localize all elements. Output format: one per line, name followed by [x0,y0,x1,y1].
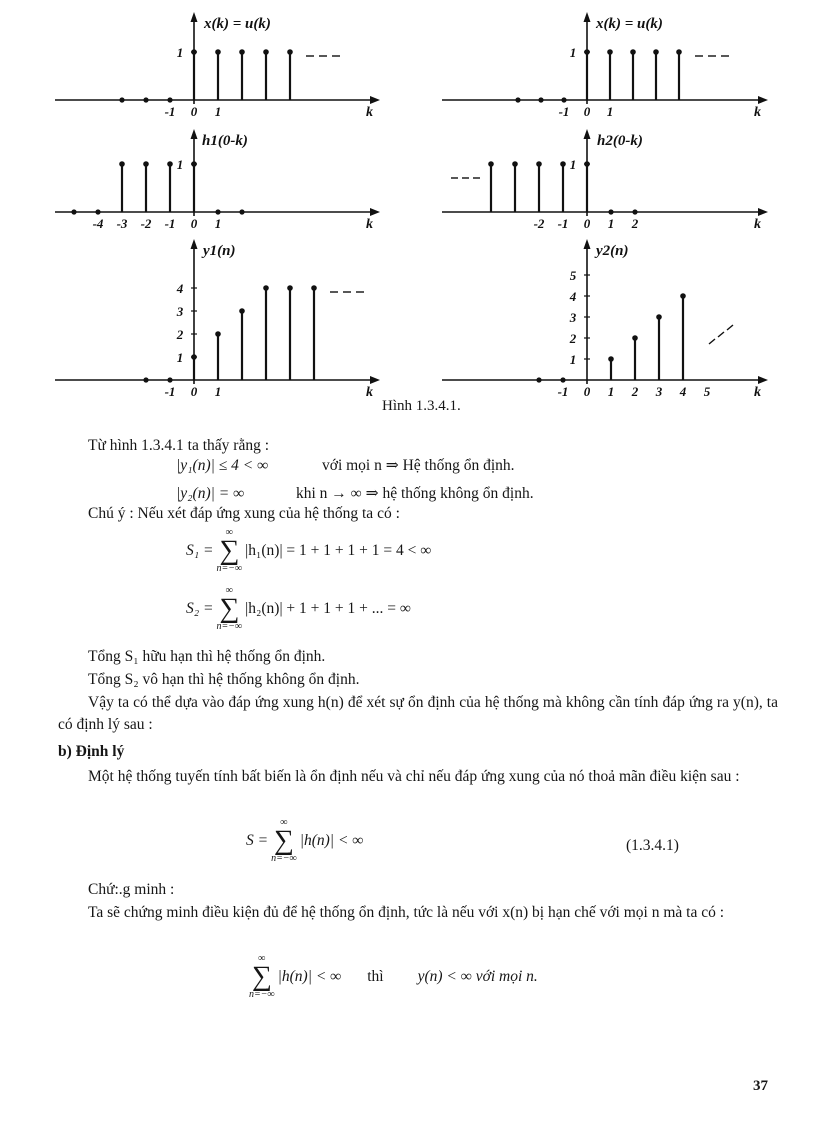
tick-label: 0 [190,104,198,119]
plot-title: h2(0-k) [597,133,643,149]
stem-head [287,285,293,291]
axis-label: k [754,217,761,232]
stem-head [608,356,614,362]
plot-title: y1(n) [203,243,236,259]
plot-x-left [55,12,380,120]
y-tick-label: 1 [176,45,184,60]
stem-head [119,161,125,167]
stem-head [311,285,317,291]
tick-label: 0 [190,384,198,399]
y2-condition: |y₂(n)| = ∞ [176,485,245,502]
sigma-symbol: ∞ ∑ n=−∞ [216,527,243,574]
tick-label: 2 [631,216,639,231]
page-number: 37 [753,1078,768,1094]
zero-sample [167,97,172,102]
s1-note: Tổng S₁ hữu hạn thì hệ thống ổn định. [88,648,326,665]
tick-label: -1 [164,104,176,119]
y-tick-label: 1 [569,352,577,367]
stem-head [167,161,173,167]
y-tick-label: 2 [176,327,184,342]
sum-lower-limit: n=−∞ [216,621,243,632]
tick-label: 1 [606,104,614,119]
tick-label: 1 [214,104,222,119]
tick-label: 1 [607,384,615,399]
final-statement [246,954,538,1000]
stem-head [191,161,197,167]
x-axis-arrow [370,96,380,104]
stem-head [680,293,686,299]
sigma-symbol: ∞ ∑ n=−∞ [249,953,275,1000]
paragraph-theorem: Một hệ thống tuyến tính bất biến là ổn định nếu và chỉ nếu đáp ứng xung của nó thoả mãn điều kiện sau : [88,768,740,785]
tick-label: 0 [583,384,591,399]
plot-h1 [55,129,380,232]
continuation-dash [718,332,724,337]
equation-number: (1.3.4.1) [626,837,679,854]
x-axis-arrow [370,376,380,384]
y-axis-arrow [191,239,198,249]
proof-label: Chứ:.g minh : [88,881,175,898]
tick-label: -1 [164,384,176,399]
tick-label: 0 [583,104,591,119]
y-tick-label: 1 [569,45,577,60]
stem-head [239,308,245,314]
sum-upper-limit: ∞ [225,585,233,596]
tick-label: -4 [92,216,104,231]
tick-label: 2 [631,384,639,399]
tick-label: -1 [557,216,569,231]
axis-label: k [366,385,373,400]
stem-head [191,354,197,360]
axis-label: k [366,105,373,120]
s1-lhs: S₁ = [186,542,214,559]
tick-label: -1 [557,384,569,399]
x-axis-arrow [370,208,380,216]
stem-head [263,285,269,291]
tick-label: 0 [583,216,591,231]
stem-head [287,49,293,55]
tick-label: -3 [116,216,128,231]
zero-sample [215,209,220,214]
stem-head [632,335,638,341]
stem-head [215,331,221,337]
x-axis-arrow [758,376,768,384]
figure-1-3-4-1 [0,0,816,400]
continuation-dash [727,325,733,330]
stem-head [584,161,590,167]
stem-head [536,161,542,167]
y-axis-arrow [584,129,591,139]
sigma-symbol: ∞ ∑ n=−∞ [216,585,243,632]
y-tick-label: 3 [176,304,184,319]
y-axis-arrow [584,239,591,249]
tick-label: 3 [655,384,663,399]
tick-label: 1 [607,216,615,231]
stem-head [512,161,518,167]
y1-condition: |y₁(n)| ≤ 4 < ∞ [176,457,269,474]
sum-upper-limit: ∞ [280,817,288,828]
y-tick-label: 1 [176,350,184,365]
plot-title: h1(0-k) [202,133,248,149]
zero-sample [239,209,244,214]
y2-conclusion: khi n → ∞ ⇒ hệ thống không ổn định. [296,485,534,502]
stem-head [630,49,636,55]
x-axis-arrow [758,208,768,216]
sum-lower-limit: n=−∞ [216,563,243,574]
tick-label: -2 [533,216,545,231]
sum-upper-limit: ∞ [225,527,233,538]
sum-upper-limit: ∞ [258,953,266,964]
axis-label: k [754,105,761,120]
y-axis-arrow [191,129,198,139]
paragraph-impulse: Vậy ta có thể dựa vào đáp ứng xung h(n) để xét sự ổn định của hệ thống mà không cần tính đáp ứng ra y(n), ta có định lý sau : [58,694,778,733]
y-axis-arrow [191,12,198,22]
sum-lower-limit: n=−∞ [271,853,297,864]
zero-sample [167,377,172,382]
theorem-lhs: S = [246,832,269,849]
stem-head [239,49,245,55]
zero-sample [71,209,76,214]
plot-h2 [442,129,768,232]
y-tick-label: 5 [569,268,577,283]
intro-text: Từ hình 1.3.4.1 ta thấy rằng : [88,437,270,454]
tick-label: 4 [679,384,687,399]
y1-conclusion: với mọi n ⇒ Hệ thống ổn định. [322,457,515,474]
y-tick-label: 1 [176,157,184,172]
tick-label: 0 [190,216,198,231]
tick-label: -2 [140,216,152,231]
s2-term: |h₂(n)| + 1 + 1 + 1 + ... = ∞ [245,600,411,617]
zero-sample [538,97,543,102]
section-heading: b) Định lý [58,743,125,760]
plot-title: y2(n) [596,243,629,259]
zero-sample [143,97,148,102]
axis-label: k [754,385,761,400]
continuation-dash [709,339,715,344]
y-tick-label: 1 [569,157,577,172]
stem-head [215,49,221,55]
plot-y2 [442,239,768,400]
x-axis-arrow [758,96,768,104]
stem-head [584,49,590,55]
zero-sample [536,377,541,382]
final-term: |h(n)| < ∞ [277,968,342,985]
y-tick-label: 2 [569,331,577,346]
zero-sample [515,97,520,102]
stem-head [560,161,566,167]
plot-y1 [55,239,380,400]
stem-head [607,49,613,55]
sum-lower-limit: n=−∞ [249,989,275,1000]
stem-head [653,49,659,55]
zero-sample [95,209,100,214]
paragraph-proof: Ta sẽ chứng minh điều kiện đủ để hệ thống ổn định, tức là nếu với x(n) bị hạn chế với mọi n mà ta có : [88,904,725,921]
stem-head [656,314,662,320]
y-axis-arrow [584,12,591,22]
zero-sample [119,97,124,102]
stem-head [263,49,269,55]
plot-title: x(k) = u(k) [204,16,271,32]
final-conclusion: y(n) < ∞ với mọi n. [417,968,538,985]
y-tick-label: 4 [176,281,184,296]
note-text: Chú ý : Nếu xét đáp ứng xung của hệ thống ta có : [88,505,400,522]
tick-label: 1 [214,384,222,399]
s1-term: |h₁(n)| = 1 + 1 + 1 + 1 = 4 < ∞ [245,542,432,559]
plot-title: x(k) = u(k) [596,16,663,32]
y-tick-label: 4 [569,289,577,304]
zero-sample [632,209,637,214]
zero-sample [143,377,148,382]
theorem-term: |h(n)| < ∞ [299,832,364,849]
s1-equation [186,528,431,574]
stem-head [488,161,494,167]
zero-sample [561,97,566,102]
figure-caption: Hình 1.3.4.1. [382,398,461,414]
zero-sample [560,377,565,382]
tick-label: -1 [558,104,570,119]
tick-label: 5 [703,384,711,399]
plot-x-right [442,12,768,120]
tick-label: 1 [214,216,222,231]
s2-equation [186,586,411,632]
y-tick-label: 3 [569,310,577,325]
zero-sample [608,209,613,214]
axis-label: k [366,217,373,232]
final-then: thì [367,968,384,985]
stem-head [676,49,682,55]
tick-label: -1 [164,216,176,231]
sigma-symbol: ∞ ∑ n=−∞ [271,817,297,864]
stem-head [191,49,197,55]
s2-note: Tổng S₂ vô hạn thì hệ thống không ổn định. [88,671,360,688]
s2-lhs: S₂ = [186,600,214,617]
stem-head [143,161,149,167]
theorem-equation [246,818,363,864]
